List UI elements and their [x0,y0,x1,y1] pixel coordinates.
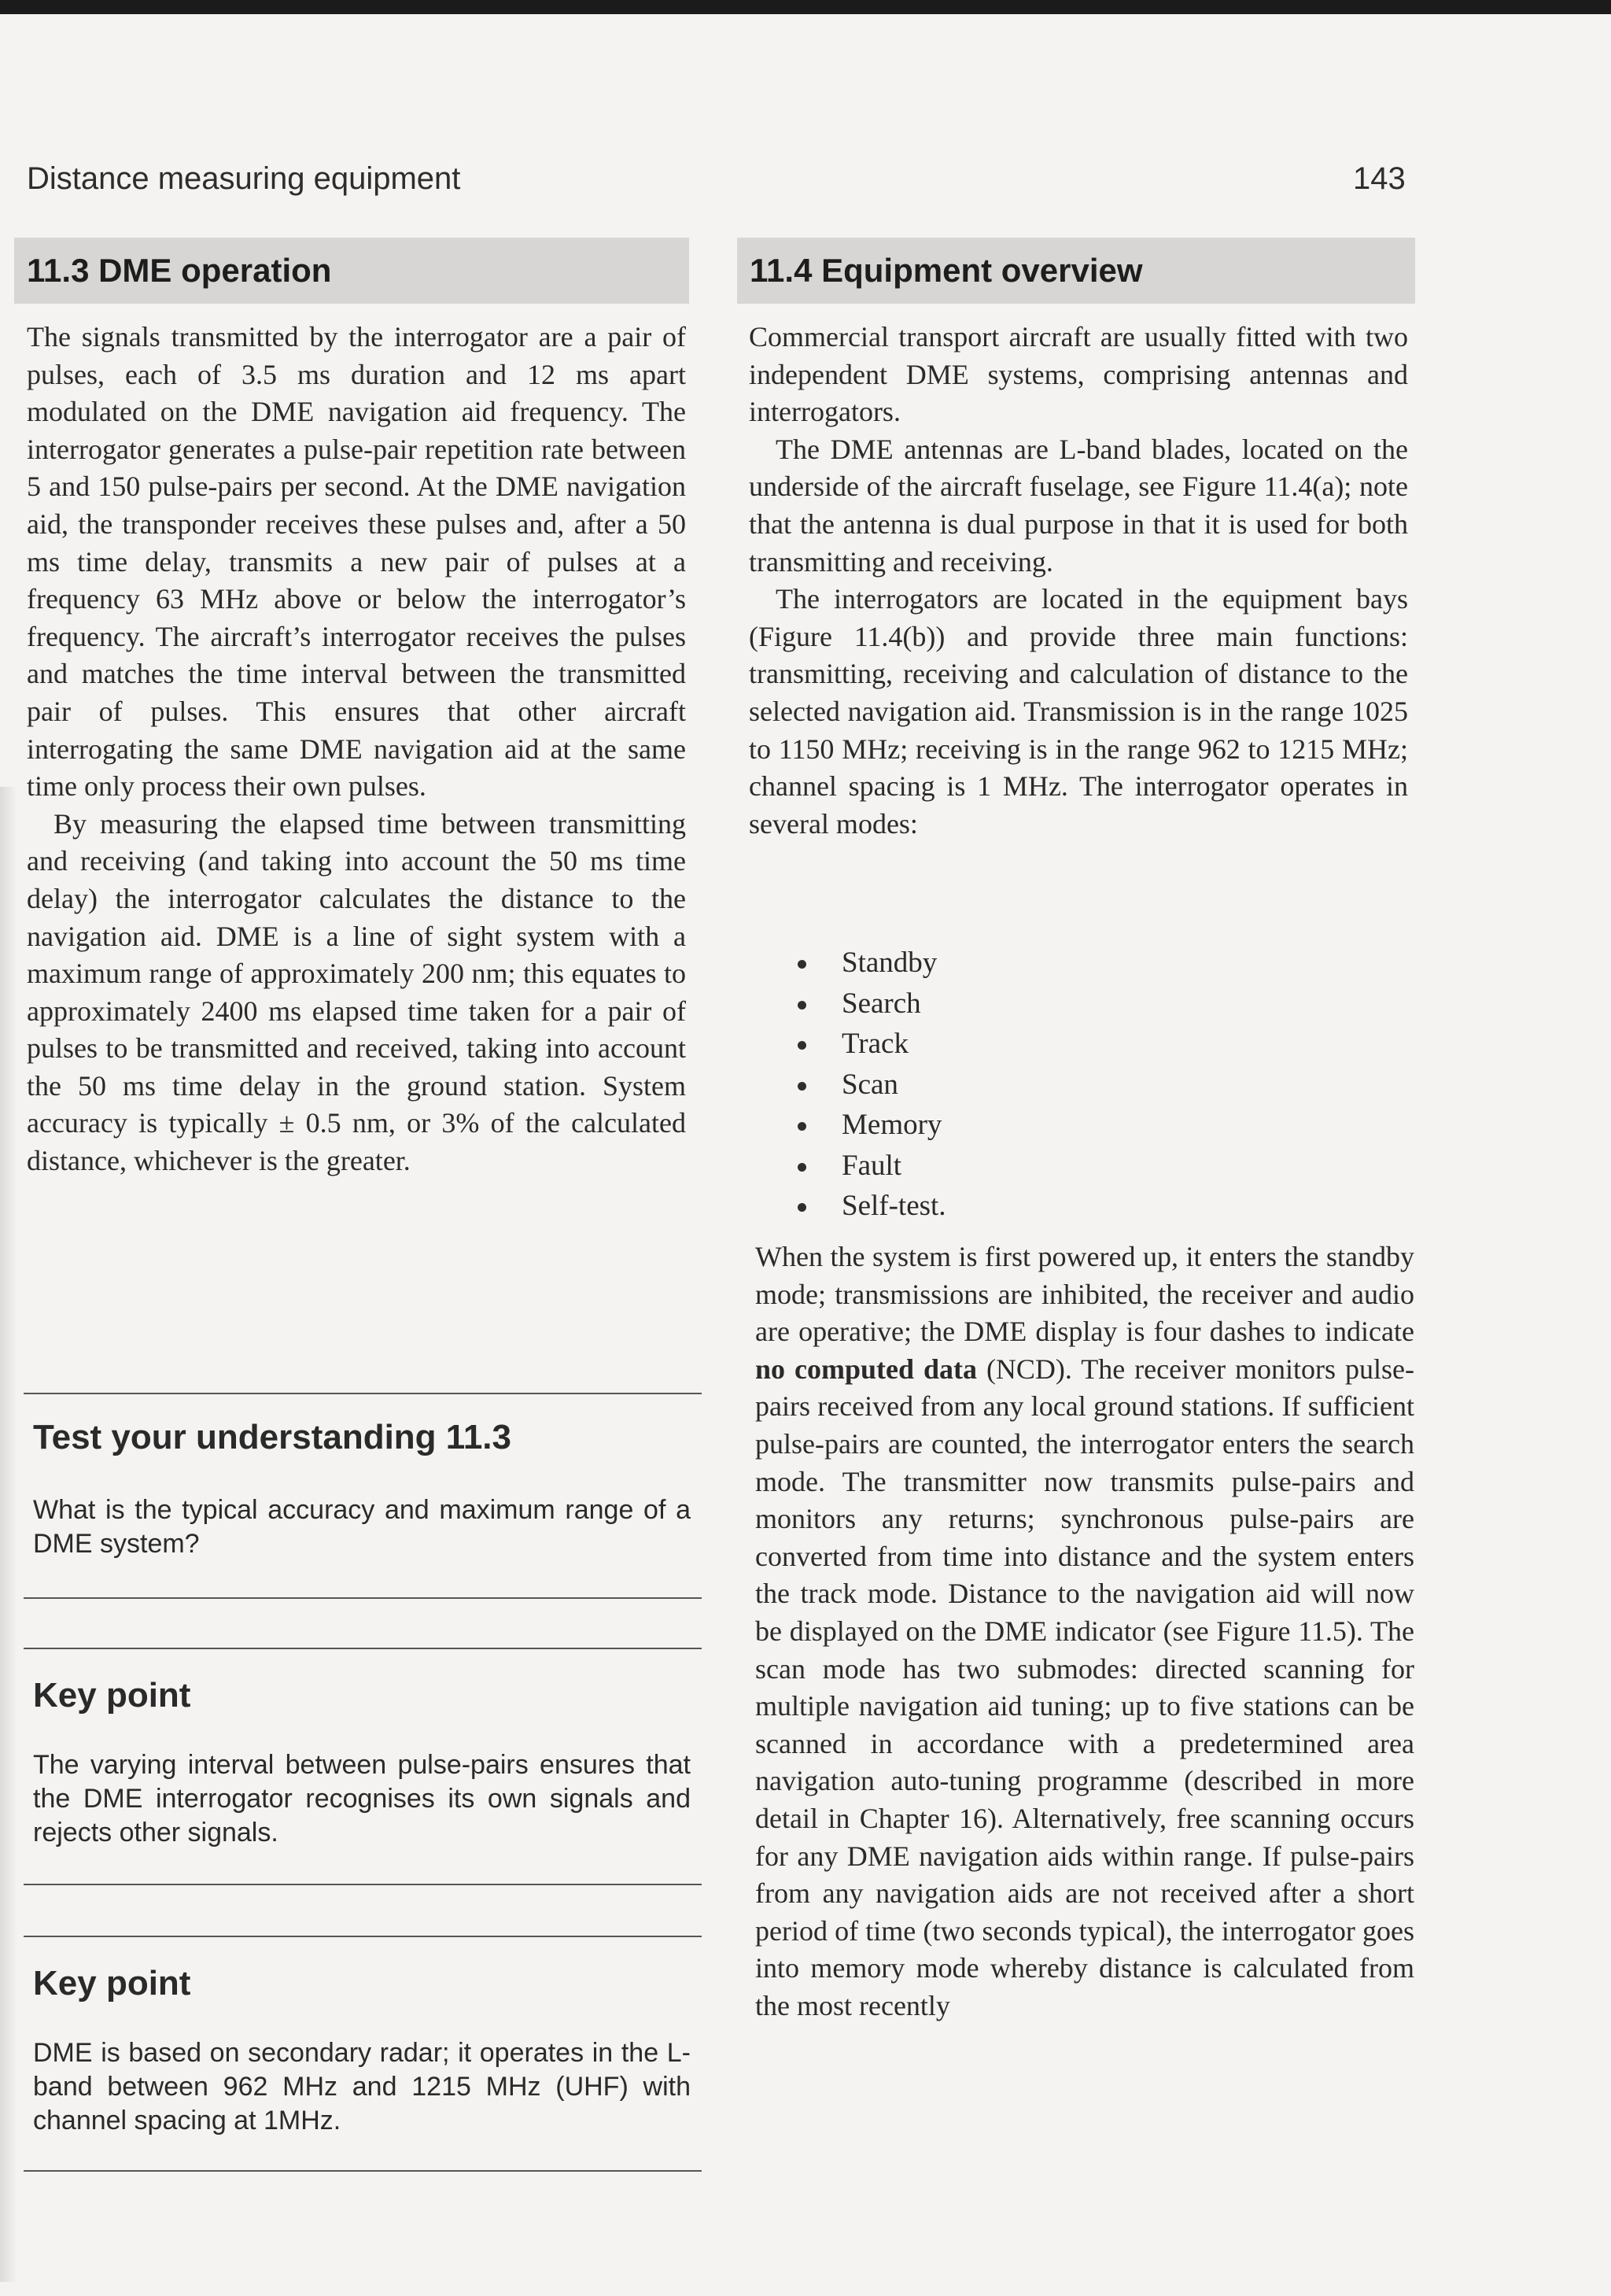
section-heading-dme-operation: 11.3 DME operation [14,238,689,304]
list-item: Search [796,984,946,1024]
paragraph: The interrogators are located in the equipment bays (Figure 11.4(b)) and provide three main functions: transmitting, receiving and calculation of distance to the selected navigation aid. Transmission is in the range 1025 to 1150 MHz; receiving is in the range 962 to 1215 MHz; channel spacing is 1 MHz. The interrogator operates in several modes: [749,583,1408,840]
paragraph: Commercial transport aircraft are usually fitted with two independent DME systems, comprising antennas and interrogators. [749,321,1408,428]
list-item: Track [796,1024,946,1065]
paragraph: By measuring the elapsed time between transmitting and receiving (and taking into account the 50 ms time delay) the interrogator calculates the distance to the navigation aid. DME is a line of sight system with a maximum range of approximately 200 nm; this equates to approximately 2400 ms elapsed time taken for a pair of pulses to be transmitted and received, taking into account the 50 ms time delay in the ground station. System accuracy is typically ± 0.5 nm, or 3% of the calculated distance, whichever is the greater. [27,807,686,1177]
dme-operation-body [27,319,686,1180]
key-point-2-text: DME is based on secondary radar; it operates in the L-band between 962 MHz and 1215 MHz (UHF) with channel spacing at 1MHz. [33,2038,691,2135]
section-heading-equipment-overview: 11.4 Equipment overview [737,238,1415,304]
list-item: Memory [796,1105,946,1146]
page-number: 143 [1353,161,1406,196]
bold-term: no computed data [755,1353,977,1385]
page-top-edge [0,0,1611,14]
list-item: Self-test. [796,1186,946,1227]
list-item: Standby [796,943,946,984]
text-run: (NCD). The receiver monitors pulse-pairs received from any local ground stations. If sufficient pulse-pairs are counted, the interrogator enters the search mode. The transmitter now transmits pulse-pairs and monitors any returns; synchronous pulse-pairs are converted from time into distance and the system enters the track mode. Distance to the navigation aid will now be displayed on the DME indicator (see Figure 11.5). The scan mode has two submodes: directed scanning for multiple navigation aid tuning; up to five stations can be scanned in accordance with a predetermined area navigation auto-tuning programme (described in more detail in Chapter 16). Alternatively, free scanning occurs for any DME navigation aids within range. If pulse-pairs from any navigation aids are not received after a short period of time (two seconds typical), the interrogator goes into memory mode whereby distance is calculated from the most recently [755,1353,1414,2021]
paragraph [755,1238,1414,2025]
box-divider [24,1597,702,1599]
box-divider [24,1393,702,1394]
running-title: Distance measuring equipment [27,161,461,196]
page-gutter-shadow [0,787,17,2282]
box-divider [24,1884,702,1885]
paragraph: The signals transmitted by the interrogator are a pair of pulses, each of 3.5 ms duration and 12 ms apart modulated on the DME navigation aid frequency. The interrogator generates a pulse-pair repetition rate between 5 and 150 pulse-pairs per second. At the DME navigation aid, the transponder receives these pulses and, after a 50 ms time delay, transmits a new pair of pulses at a frequency 63 MHz above or below the interrogator’s frequency. The aircraft’s interrogator receives the pulses and matches the time interval between the transmitted pair of pulses. This ensures that other aircraft interrogating the same DME navigation aid at the same time only process their own pulses. [27,321,686,803]
test-box-title: Test your understanding 11.3 [33,1418,511,1456]
key-point-1-text: The varying interval between pulse-pairs ensures that the DME interrogator recognises its own signals and rejects other signals. [33,1750,691,1848]
modes-description [755,1238,1414,2025]
key-point-1-title: Key point [33,1676,191,1715]
key-point-2-title: Key point [33,1964,191,2003]
equipment-overview-body [749,319,1408,843]
list-item: Scan [796,1065,946,1106]
list-item: Fault [796,1146,946,1187]
box-divider [24,1648,702,1649]
box-divider [24,2170,702,2172]
test-box-question: What is the typical accuracy and maximum range of a DME system? [33,1495,691,1559]
text-run: When the system is first powered up, it enters the standby mode; transmissions are inhibited, the receiver and audio are operative; the DME display is four dashes to indicate [755,1241,1414,1348]
paragraph: The DME antennas are L-band blades, located on the underside of the aircraft fuselage, see Figure 11.4(a); note that the antenna is dual purpose in that it is used for both transmitting and receiving. [749,433,1408,578]
box-divider [24,1936,702,1937]
operating-modes-list [796,943,946,1227]
